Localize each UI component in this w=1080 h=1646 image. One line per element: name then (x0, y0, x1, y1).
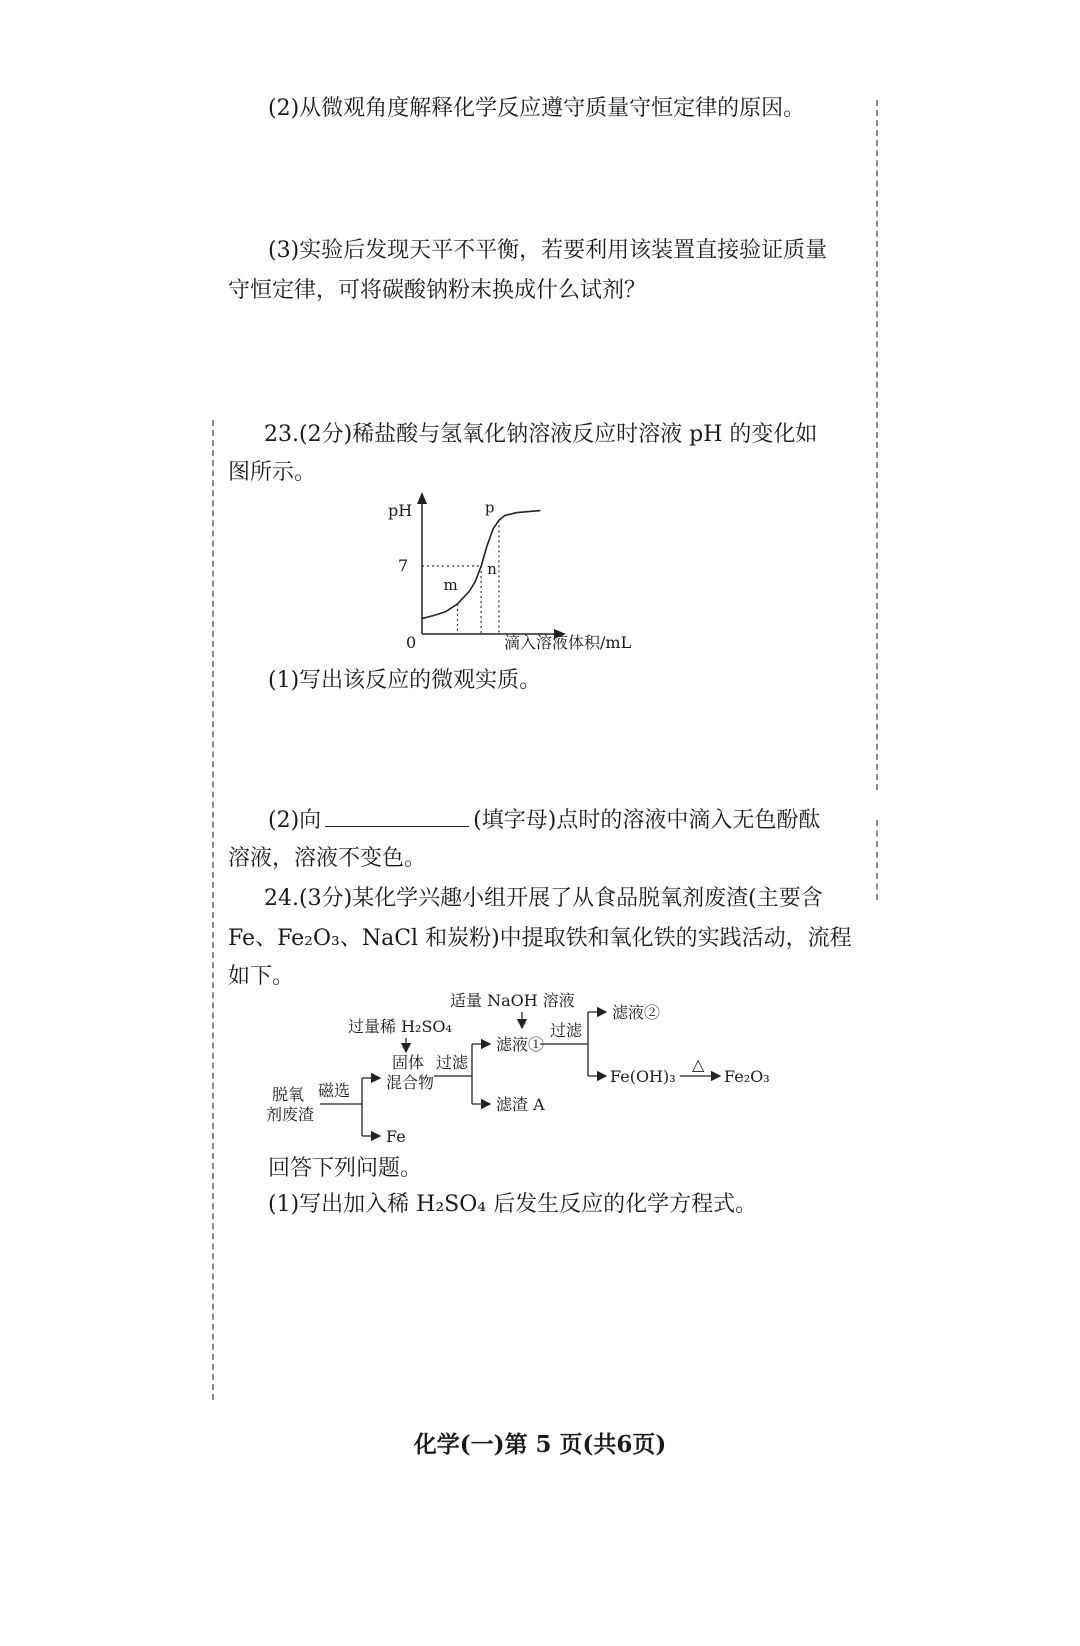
q23-part2 (268, 806, 820, 836)
flow-solid-label-2: 混合物 (386, 1073, 435, 1092)
q24-answer-prompt: 回答下列问题。 (268, 1156, 423, 1181)
flow-fe-label: Fe (386, 1127, 406, 1146)
process-flow-diagram (240, 986, 800, 1156)
ph-chart (380, 484, 670, 664)
binding-dashed-line-right (876, 100, 878, 790)
q24-stem-line2: Fe、Fe₂O₃、NaCl 和炭粉)中提取铁和氧化铁的实践活动，流程 (228, 926, 852, 951)
chart-y-label: pH (388, 501, 413, 520)
q23-stem-line1: 23.(2分)稀盐酸与氢氧化钠溶液反应时溶液 pH 的变化如 (264, 422, 818, 447)
binding-dashed-line-right-lower (876, 820, 878, 900)
page-footer: 化学(一)第 5 页(共6页) (413, 1431, 667, 1458)
q23-stem-line2: 图所示。 (228, 460, 317, 485)
q22-part2: (2)从微观角度解释化学反应遵守质量守恒定律的原因。 (268, 96, 806, 121)
flow-acid-label: 过量稀 H₂SO₄ (348, 1017, 452, 1036)
chart-point-label-p: p (484, 498, 495, 517)
q24-stem-line3: 如下。 (228, 964, 295, 989)
flow-feoh-label: Fe(OH)₃ (610, 1067, 676, 1086)
flow-filter1-label: 过滤 (436, 1053, 469, 1072)
flow-filtrate1-label: 滤液① (496, 1035, 545, 1054)
q22-part3-line2: 守恒定律，可将碳酸钠粉末换成什么试剂？ (228, 278, 647, 303)
flow-heat-symbol: △ (692, 1055, 705, 1074)
q24-part1: (1)写出加入稀 H₂SO₄ 后发生反应的化学方程式。 (268, 1192, 758, 1217)
flow-filter2-label: 过滤 (550, 1021, 583, 1040)
flow-solid-label-1: 固体 (392, 1053, 425, 1072)
q24-stem-line1: 24.(3分)某化学兴趣小组开展了从食品脱氧剂废渣(主要含 (264, 886, 823, 911)
flow-start-label-2: 剂废渣 (266, 1105, 315, 1124)
binding-dashed-line-left (212, 420, 214, 1400)
q23-part2-after: (填字母)点时的溶液中滴入无色酚酞 (473, 808, 821, 833)
flow-residue-label: 滤渣 A (496, 1095, 545, 1114)
q22-part3-line1: (3)实验后发现天平不平衡，若要利用该装置直接验证质量 (268, 238, 828, 263)
chart-point-label-n: n (487, 560, 497, 578)
chart-y-arrow (417, 492, 427, 504)
flow-start-label-1: 脱氧 (272, 1085, 305, 1104)
chart-point-label-m: m (443, 575, 458, 594)
q23-part2-before: (2)向 (268, 808, 322, 833)
flow-filtrate2-label: 滤液② (612, 1003, 661, 1022)
q23-part1: (1)写出该反应的微观实质。 (268, 668, 542, 693)
chart-y-tick-7: 7 (398, 556, 409, 575)
chart-origin-label: 0 (406, 633, 417, 652)
q23-part2-line2: 溶液，溶液不变色。 (228, 846, 427, 871)
chart-x-label: 滴入溶液体积/mL (504, 633, 632, 652)
flow-magnet-label: 磁选 (318, 1081, 351, 1100)
flow-fe2o3-label: Fe₂O₃ (724, 1067, 770, 1086)
flow-naoh-label: 适量 NaOH 溶液 (450, 991, 575, 1010)
answer-blank[interactable] (325, 806, 469, 827)
